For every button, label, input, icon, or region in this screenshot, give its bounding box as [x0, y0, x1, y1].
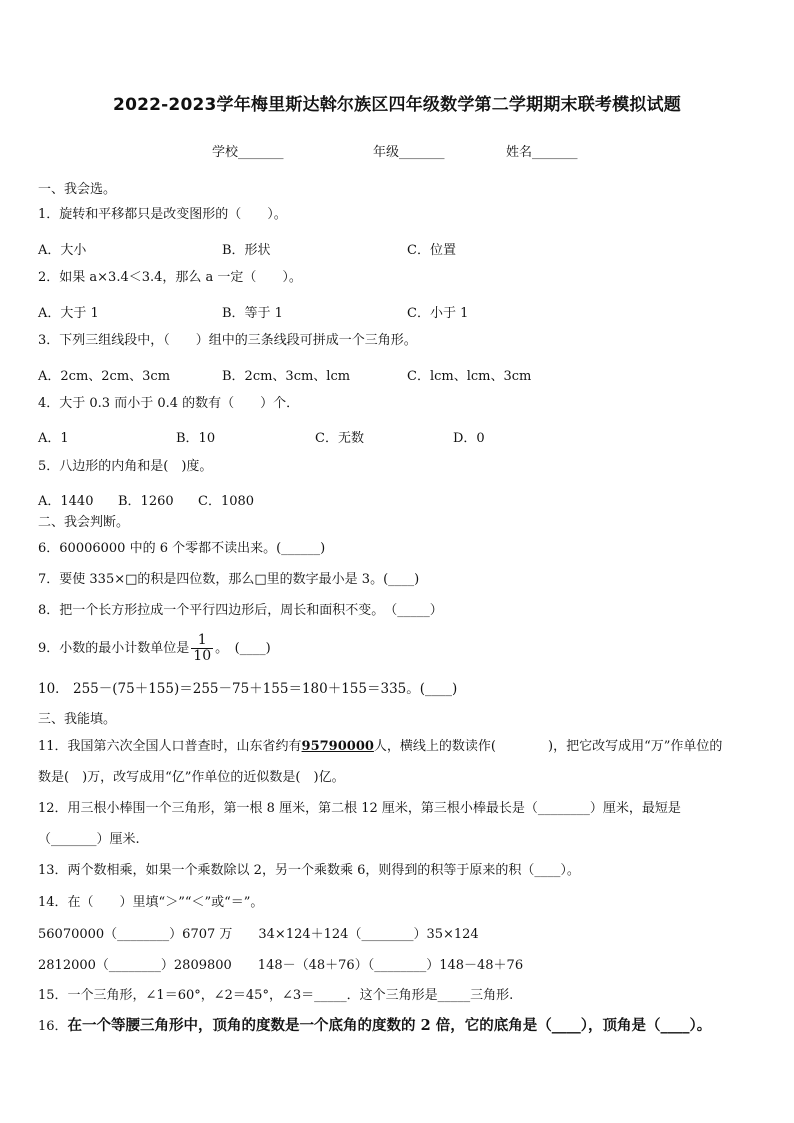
q4-option-a: A．1: [38, 431, 69, 446]
section-heading-fill: 三、我能填。: [38, 712, 117, 727]
q4-option-b: B．10: [176, 431, 216, 446]
question-8: 8．把一个长方形拉成一个平行四边形后，周长和面积不变。 （_____）: [38, 603, 443, 618]
q9-blank: 。 (____): [215, 641, 271, 656]
question-12-line-2: （_______）厘米.: [38, 832, 140, 847]
page-title: 2022-2023学年梅里斯达斡尔族区四年级数学第二学期期末联考模拟试题: [113, 95, 681, 115]
question-6: 6．60006000 中的 6 个零都不读出来。(______): [38, 541, 326, 556]
q3-option-b: B．2cm、3cm、lcm: [222, 369, 351, 384]
q1-option-c: C．位置: [407, 243, 456, 258]
section-heading-choice: 一、我会选。: [38, 182, 117, 197]
q16-label: 16．: [38, 1019, 68, 1034]
question-5: 5．八边形的内角和是( )度。: [38, 459, 213, 474]
q9-fraction-numerator: 1: [191, 633, 213, 649]
question-16: [38, 1018, 711, 1035]
q9-fraction: [191, 633, 213, 664]
question-9: [38, 632, 271, 666]
q16-text: 在一个等腰三角形中，顶角的度数是一个底角的度数的 2 倍，它的底角是（____），顶角是（____）。: [67, 1017, 712, 1034]
q9-text: 9．小数的最小计数单位是: [38, 641, 190, 656]
q3-option-a: A．2cm、2cm、3cm: [38, 369, 171, 384]
question-7: 7．要使 335×□的积是四位数，那么□里的数字最小是 3。(____): [38, 572, 420, 587]
question-15: 15．一个三角形，∠1＝60°，∠2＝45°，∠3＝_____．这个三角形是_____三角形.: [38, 988, 514, 1003]
q10-label: 10．: [38, 681, 69, 697]
q2-option-a: A．大于 1: [38, 306, 99, 321]
q5-option-a: A．1440: [38, 494, 94, 509]
question-1: 1．旋转和平移都只是改变图形的（ ）。: [38, 207, 287, 222]
q1-option-a: A．大小: [38, 243, 87, 258]
q9-fraction-denominator: 10: [193, 648, 212, 664]
question-12-line-1: 12．用三根小棒围一个三角形，第一根 8 厘米，第二根 12 厘米，第三根小棒最长是（________）厘米，最短是: [38, 801, 681, 816]
q4-option-c: C．无数: [315, 431, 364, 446]
q11-text-b: 人，横线上的数读作( )，把它改写成用“万”作单位的: [373, 739, 723, 754]
question-2: 2．如果 a×3.4＜3.4，那么 a 一定（ ）。: [38, 270, 302, 285]
q11-number: 95790000: [301, 739, 374, 754]
q4-option-d: D．0: [453, 431, 485, 446]
q10-blank: 。(____): [406, 681, 458, 697]
school-field: 学校_______: [212, 145, 284, 160]
question-3: 3．下列三组线段中，（ ）组中的三条线段可拼成一个三角形。: [38, 333, 417, 348]
q5-option-b: B．1260: [118, 494, 174, 509]
q2-option-b: B．等于 1: [222, 306, 283, 321]
name-field: 姓名_______: [506, 145, 578, 160]
q3-option-c: C．lcm、lcm、3cm: [407, 369, 532, 384]
q11-text-a: 11．我国第六次全国人口普查时，山东省约有: [38, 739, 302, 754]
grade-field: 年级_______: [373, 145, 445, 160]
question-14-row-1: 56070000（________）6707 万 34×124＋124（________）35×124: [38, 927, 479, 942]
section-heading-judge: 二、我会判断。: [38, 515, 130, 530]
question-4: 4．大于 0.3 而小于 0.4 的数有（ ）个．: [38, 396, 300, 411]
q10-expression: 255－(75＋155)＝255－75＋155＝180＋155＝335: [72, 681, 407, 697]
question-11-line-2: 数是( )万，改写成用“亿”作单位的近似数是( )亿。: [38, 770, 345, 785]
q5-option-c: C．1080: [198, 494, 255, 509]
q1-option-b: B．形状: [222, 243, 271, 258]
question-13: 13．两个数相乘，如果一个乘数除以 2，另一个乘数乘 6，则得到的积等于原来的积（____）。: [38, 863, 580, 878]
question-14: 14．在（ ）里填“＞”“＜”或“＝”。: [38, 895, 264, 910]
q2-option-c: C．小于 1: [407, 306, 469, 321]
question-10: [38, 681, 457, 697]
question-11-line-1: [38, 739, 722, 755]
question-14-row-2: 2812000（________）2809800 148－（48＋76）（________）148－48＋76: [38, 958, 524, 973]
